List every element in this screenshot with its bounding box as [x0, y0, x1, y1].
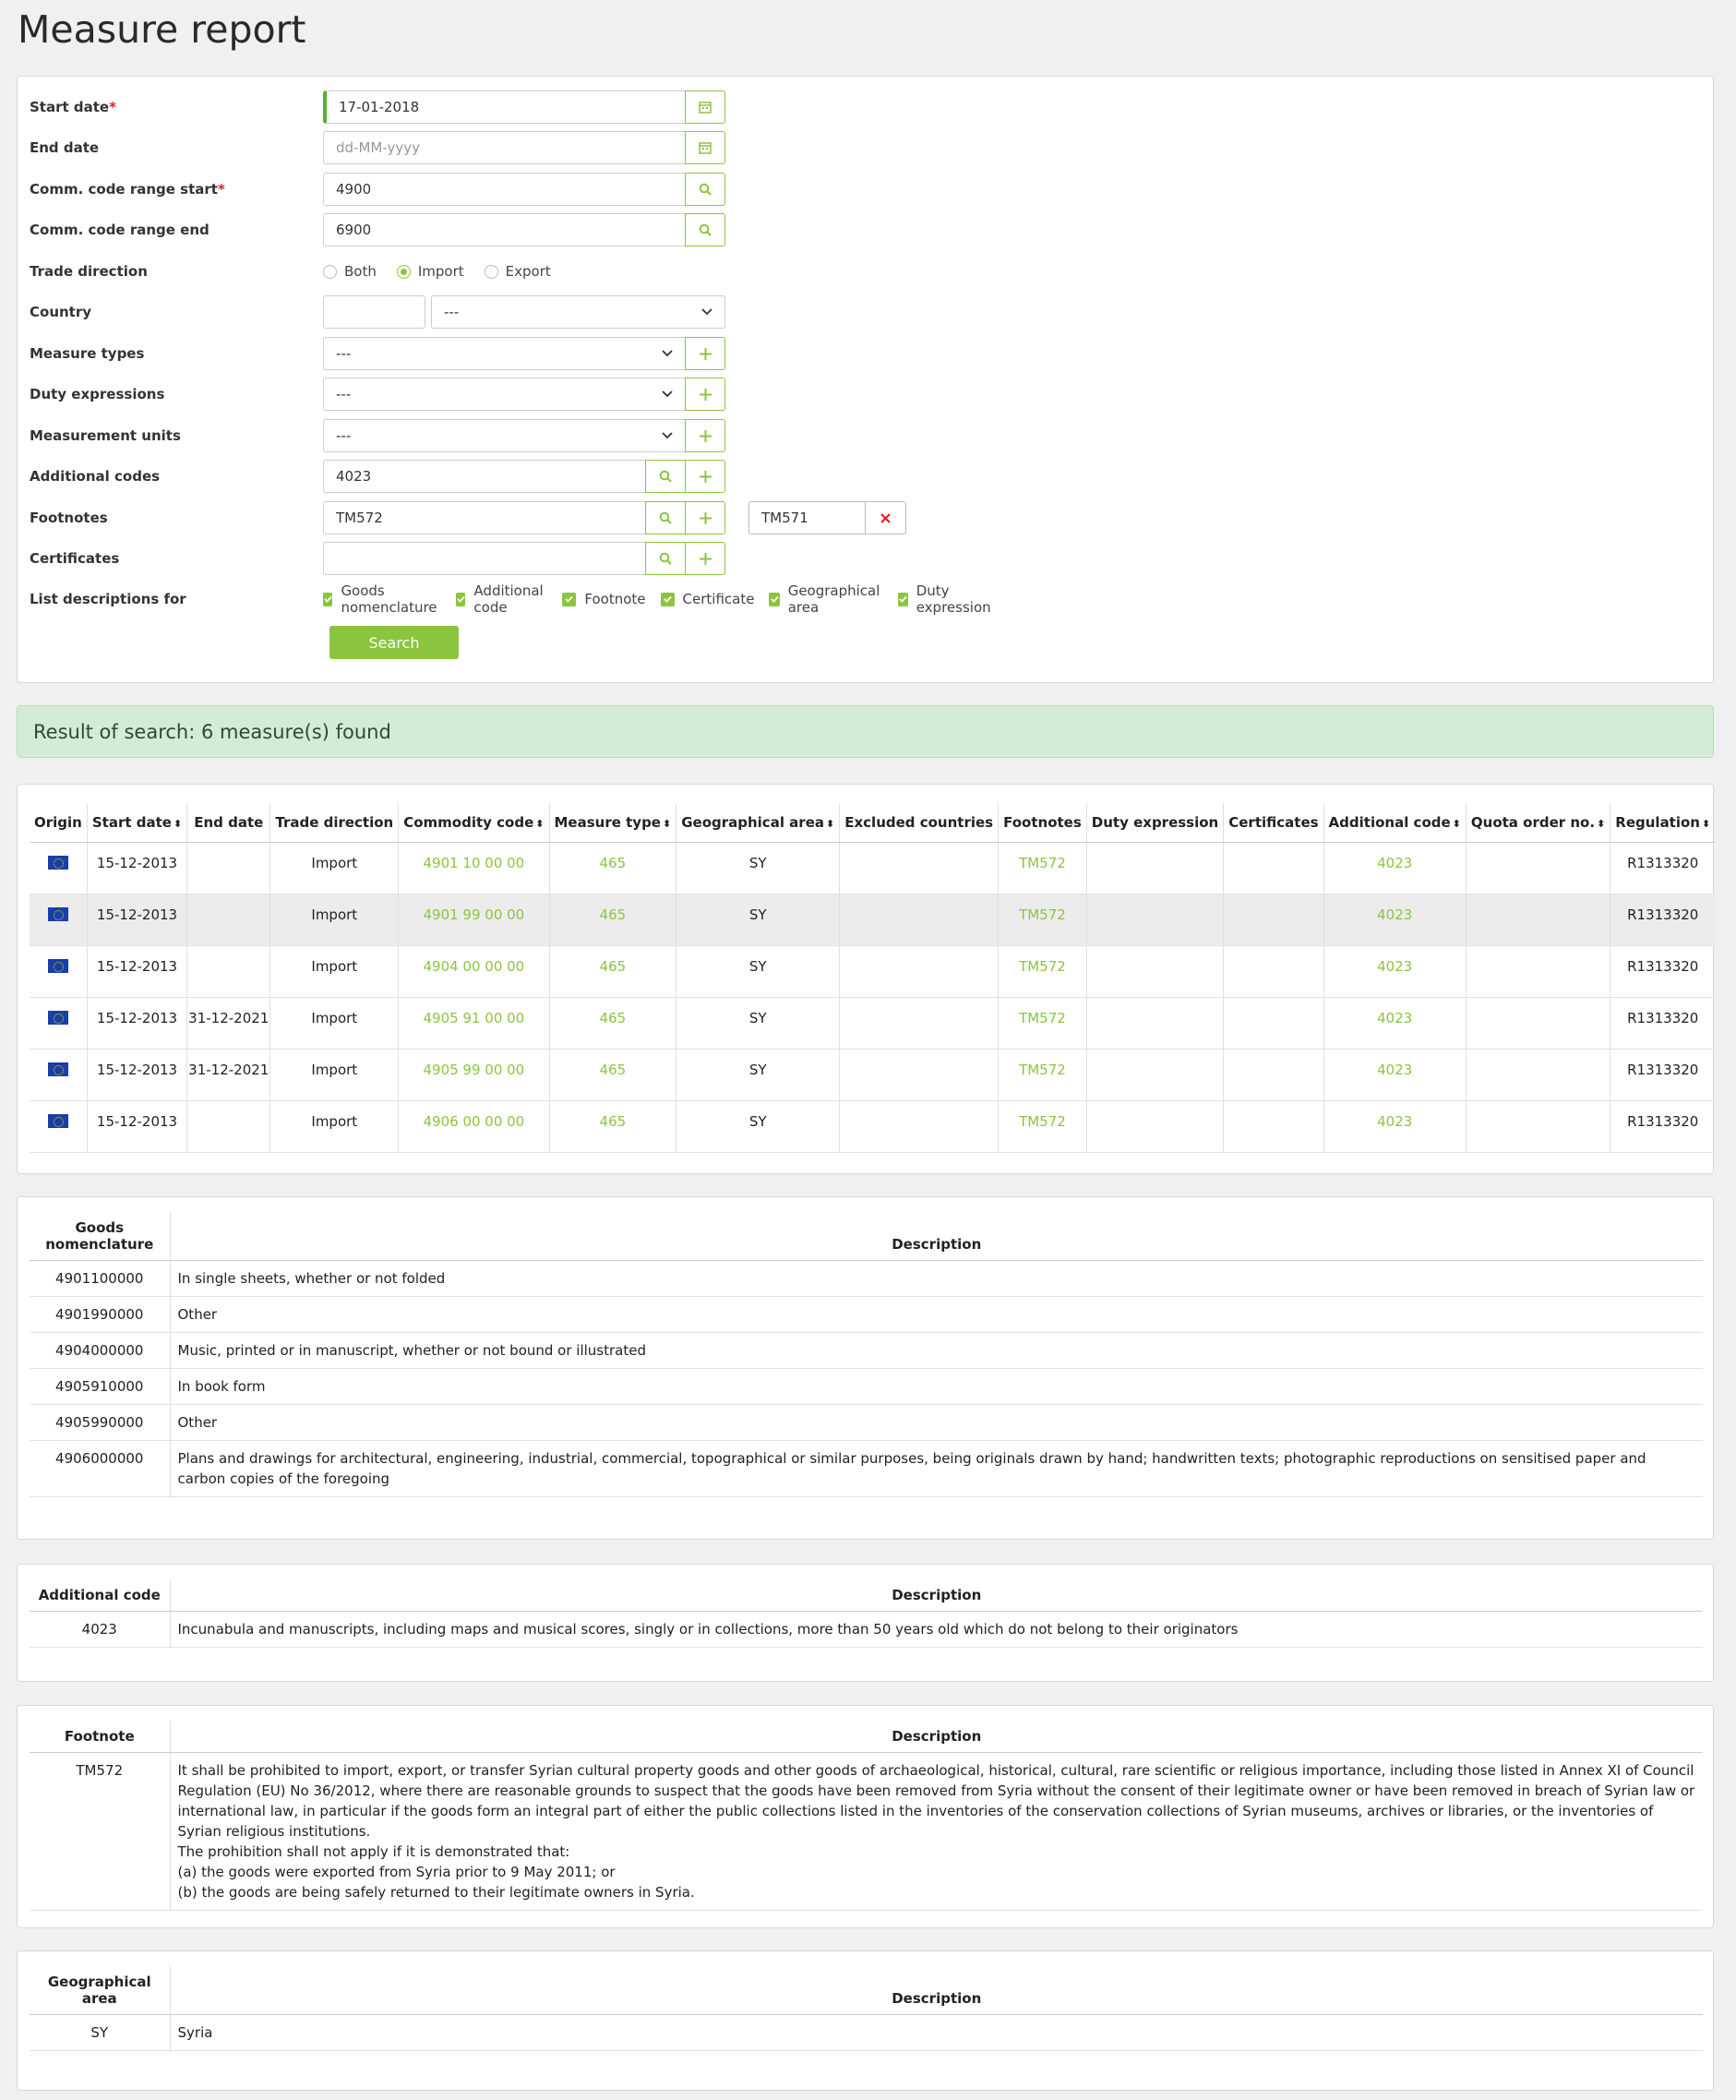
lookup-button[interactable] [685, 213, 725, 246]
col-excluded-countries: Excluded countries [840, 803, 999, 842]
eu-flag-icon [48, 856, 68, 870]
footnote-row: TM572 It shall be prohibited to import, export, or transfer Syrian cultural property goods and other goods of archaeological, historical, cultural, rare scientific or religious importance, including those listed in Annex XI of Council Regulation (EU) No 36/2012, where there are reasonable grounds to suspect that the goods have been removed from Syria without the consent of their legitimate owner or have been removed in breach of Syrian law or international law, in particular if the goods form an integral part of either the public collections listed in the inventories of the conservation collections of Syrian museums, archives or libraries, or the inventories of Syrian religious institutions. The prohibition shall not apply if it is demonstrated that: (a) the goods were exported from Syria prior to 9 May 2011; or (b) the goods are being safely returned to their legitimate owners in Syria. [30, 1753, 1703, 1911]
plus-icon [700, 389, 712, 401]
addcode-row: 4023 Incunabula and manuscripts, including maps and musical scores, singly or in collections, more than 50 years old which do not belong to their originators [30, 1612, 1703, 1648]
check-icon [664, 595, 672, 603]
additional-code-link[interactable]: 4023 [1323, 894, 1466, 945]
lookup-button[interactable] [645, 501, 686, 534]
measure-type-link[interactable]: 465 [549, 842, 676, 894]
checkbox-duty-expression[interactable]: Duty expression [898, 582, 995, 616]
sort-icon: ⬍ [1452, 817, 1461, 830]
measurement-units-select[interactable]: --- [323, 419, 686, 452]
measures-header-row [30, 803, 1715, 842]
end-date-input[interactable]: dd-MM-yyyy [323, 131, 686, 164]
check-icon [565, 595, 573, 603]
geo-panel [17, 1950, 1714, 2091]
footnote-tag [748, 501, 906, 534]
search-icon [659, 470, 672, 483]
add-button[interactable] [685, 460, 725, 493]
checkbox-additional-code[interactable]: Additional code [456, 582, 547, 616]
add-button[interactable] [685, 542, 725, 575]
sort-icon: ⬍ [662, 817, 672, 830]
measure-type-link[interactable]: 465 [549, 1049, 676, 1100]
eu-flag-icon [48, 907, 68, 921]
checkbox-certificate[interactable]: Certificate [661, 591, 755, 607]
check-icon [457, 595, 465, 603]
measure-type-link[interactable]: 465 [549, 997, 676, 1049]
geo-row: SY Syria [30, 2015, 1703, 2051]
list-descriptions-label: List descriptions for [30, 591, 186, 607]
chevron-down-icon [662, 432, 673, 439]
search-icon [699, 183, 712, 196]
geo-col-code: Geographical area [30, 1966, 170, 2015]
footnote-col-code: Footnote [30, 1721, 170, 1753]
footnotes-label: Footnotes [30, 510, 108, 526]
measures-panel [17, 784, 1714, 1174]
footnote-table [30, 1721, 1703, 1911]
page-title: Measure report [18, 7, 306, 52]
checkbox-goods-nomenclature[interactable]: Goods nomenclature [323, 582, 441, 616]
start-date-input[interactable]: 17-01-2018 [323, 90, 686, 124]
radio-export[interactable]: Export [485, 263, 551, 280]
measure-type-link[interactable]: 465 [549, 1100, 676, 1152]
measure-type-link[interactable]: 465 [549, 894, 676, 945]
measure-row: 15-12-2013 Import 4904 00 00 00 465 SY TM572 4023 R1313320 [30, 945, 1715, 997]
certificates-label: Certificates [30, 550, 120, 567]
check-icon [771, 595, 779, 603]
check-icon [899, 595, 907, 603]
calendar-button[interactable] [685, 90, 725, 124]
additional-code-link[interactable]: 4023 [1323, 1100, 1466, 1152]
search-icon [699, 223, 712, 236]
country-label: Country [30, 304, 92, 320]
measure-row: 15-12-2013 Import 4901 99 00 00 465 SY TM572 4023 R1313320 [30, 894, 1715, 945]
commodity-link[interactable]: 4904 00 00 00 [399, 945, 549, 997]
comm-end-label: Comm. code range end [30, 222, 210, 238]
list-descriptions-checkboxes [323, 582, 1010, 616]
col-measure-type[interactable]: Measure type ⬍ [549, 803, 676, 842]
footnote-tag-label: TM571 [761, 510, 808, 526]
sort-icon: ⬍ [1701, 817, 1711, 830]
col-start-date[interactable]: Start date ⬍ [87, 803, 186, 842]
footnote-link[interactable]: TM572 [999, 894, 1087, 945]
duty-expressions-select[interactable]: --- [323, 378, 686, 411]
measure-row: 15-12-2013 31-12-2021 Import 4905 91 00 00 465 SY TM572 4023 R1313320 [30, 997, 1715, 1049]
geo-col-description: Description [170, 1966, 1703, 2015]
measurement-units-label: Measurement units [30, 427, 181, 444]
col-geographical-area[interactable]: Geographical area ⬍ [676, 803, 840, 842]
goods-row: 4906000000 Plans and drawings for architectural, engineering, industrial, commercial, topographical or similar purposes, being originals drawn by hand; handwritten texts; photographic reproductions on sensitised paper and carbon copies of the foregoing [30, 1441, 1703, 1497]
eu-flag-icon [48, 959, 68, 973]
add-button[interactable] [685, 419, 725, 452]
goods-row: 4905910000 In book form [30, 1369, 1703, 1405]
additional-code-link[interactable]: 4023 [1323, 842, 1466, 894]
remove-tag-button[interactable] [865, 502, 905, 534]
plus-icon [700, 471, 712, 483]
result-banner: Result of search: 6 measure(s) found [17, 705, 1714, 758]
additional-code-link[interactable]: 4023 [1323, 945, 1466, 997]
additional-code-link[interactable]: 4023 [1323, 997, 1466, 1049]
add-button[interactable] [685, 378, 725, 411]
checkbox-geographical-area[interactable]: Geographical area [769, 582, 883, 616]
search-form [17, 76, 1714, 683]
sort-icon: ⬍ [535, 817, 545, 830]
footnote-link[interactable]: TM572 [999, 945, 1087, 997]
goods-table [30, 1212, 1703, 1497]
additional-code-link[interactable]: 4023 [1323, 1049, 1466, 1100]
radio-both[interactable]: Both [323, 263, 377, 280]
check-icon [324, 595, 332, 603]
footnote-link[interactable]: TM572 [999, 842, 1087, 894]
additional-code-panel [17, 1564, 1714, 1682]
col-duty-expression: Duty expression [1086, 803, 1223, 842]
commodity-link[interactable]: 4905 99 00 00 [399, 1049, 549, 1100]
plus-icon [700, 553, 712, 565]
col-origin: Origin [30, 803, 87, 842]
col-certificates: Certificates [1224, 803, 1323, 842]
comm-start-label: Comm. code range start [30, 181, 218, 198]
addcode-col-code: Additional code [30, 1579, 170, 1612]
end-date-label: End date [30, 139, 100, 156]
plus-icon [700, 430, 712, 442]
col-end-date: End date [187, 803, 270, 842]
measure-types-label: Measure types [30, 345, 145, 362]
duty-expressions-label: Duty expressions [30, 386, 165, 402]
goods-row: 4901990000 Other [30, 1297, 1703, 1333]
goods-row: 4904000000 Music, printed or in manuscript, whether or not bound or illustrated [30, 1333, 1703, 1369]
start-date-label: Start date [30, 99, 110, 115]
comm-end-input[interactable]: 6900 [323, 213, 686, 246]
measure-row: 15-12-2013 31-12-2021 Import 4905 99 00 00 465 SY TM572 4023 R1313320 [30, 1049, 1715, 1100]
sort-icon: ⬍ [1597, 817, 1606, 830]
footnote-panel [17, 1705, 1714, 1928]
search-icon [659, 511, 672, 524]
eu-flag-icon [48, 1062, 68, 1076]
comm-start-input[interactable]: 4900 [323, 173, 686, 206]
measures-table [30, 803, 1715, 1153]
col-additional-code[interactable]: Additional code ⬍ [1323, 803, 1466, 842]
search-button[interactable]: Search [329, 626, 459, 659]
required-marker: * [109, 99, 116, 115]
goods-col-code: Goods nomenclature [30, 1212, 170, 1261]
footnote-link[interactable]: TM572 [999, 1049, 1087, 1100]
radio-import[interactable]: Import [397, 263, 464, 280]
country-code-input[interactable] [323, 295, 425, 329]
calendar-icon [699, 141, 712, 154]
footnote-link[interactable]: TM572 [999, 997, 1087, 1049]
plus-icon [700, 512, 712, 524]
certificates-input[interactable] [323, 542, 646, 575]
goods-col-description: Description [170, 1212, 1703, 1261]
search-icon [659, 552, 672, 565]
add-button[interactable] [685, 501, 725, 534]
commodity-link[interactable]: 4901 10 00 00 [399, 842, 549, 894]
footnotes-input[interactable]: TM572 [323, 501, 646, 534]
chevron-down-icon [701, 308, 712, 316]
lookup-button[interactable] [645, 460, 686, 493]
add-button[interactable] [685, 337, 725, 370]
commodity-link[interactable]: 4905 91 00 00 [399, 997, 549, 1049]
eu-flag-icon [48, 1114, 68, 1128]
footnote-link[interactable]: TM572 [999, 1100, 1087, 1152]
chevron-down-icon [662, 390, 673, 398]
col-trade-direction: Trade direction [270, 803, 399, 842]
goods-panel [17, 1196, 1714, 1540]
measure-types-select[interactable]: --- [323, 337, 686, 370]
col-footnotes: Footnotes [999, 803, 1087, 842]
trade-direction-label: Trade direction [30, 263, 148, 280]
lookup-button[interactable] [685, 173, 725, 206]
additional-codes-input[interactable]: 4023 [323, 460, 646, 493]
col-regulation[interactable]: Regulation ⬍ [1610, 803, 1715, 842]
plus-icon [700, 348, 712, 360]
additional-codes-label: Additional codes [30, 468, 161, 485]
lookup-button[interactable] [645, 542, 686, 575]
chevron-down-icon [662, 350, 673, 357]
col-commodity-code[interactable]: Commodity code ⬍ [399, 803, 549, 842]
footnote-col-description: Description [170, 1721, 1703, 1753]
eu-flag-icon [48, 1011, 68, 1025]
additional-code-table [30, 1579, 1703, 1648]
addcode-col-description: Description [170, 1579, 1703, 1612]
commodity-link[interactable]: 4906 00 00 00 [399, 1100, 549, 1152]
geo-table [30, 1966, 1703, 2051]
goods-row: 4901100000 In single sheets, whether or not folded [30, 1261, 1703, 1297]
calendar-button[interactable] [685, 131, 725, 164]
measure-row: 15-12-2013 Import 4906 00 00 00 465 SY TM572 4023 R1313320 [30, 1100, 1715, 1152]
checkbox-footnote[interactable]: Footnote [562, 591, 645, 607]
measure-type-link[interactable]: 465 [549, 945, 676, 997]
required-marker: * [217, 181, 225, 198]
country-select[interactable]: --- [431, 295, 725, 329]
calendar-icon [699, 101, 712, 114]
sort-icon: ⬍ [826, 817, 835, 830]
sort-icon: ⬍ [173, 817, 183, 830]
close-icon [880, 513, 891, 523]
measure-row: 15-12-2013 Import 4901 10 00 00 465 SY TM572 4023 R1313320 [30, 842, 1715, 894]
trade-direction-radios [323, 263, 571, 280]
col-quota-order[interactable]: Quota order no. ⬍ [1466, 803, 1610, 842]
goods-row: 4905990000 Other [30, 1405, 1703, 1441]
commodity-link[interactable]: 4901 99 00 00 [399, 894, 549, 945]
